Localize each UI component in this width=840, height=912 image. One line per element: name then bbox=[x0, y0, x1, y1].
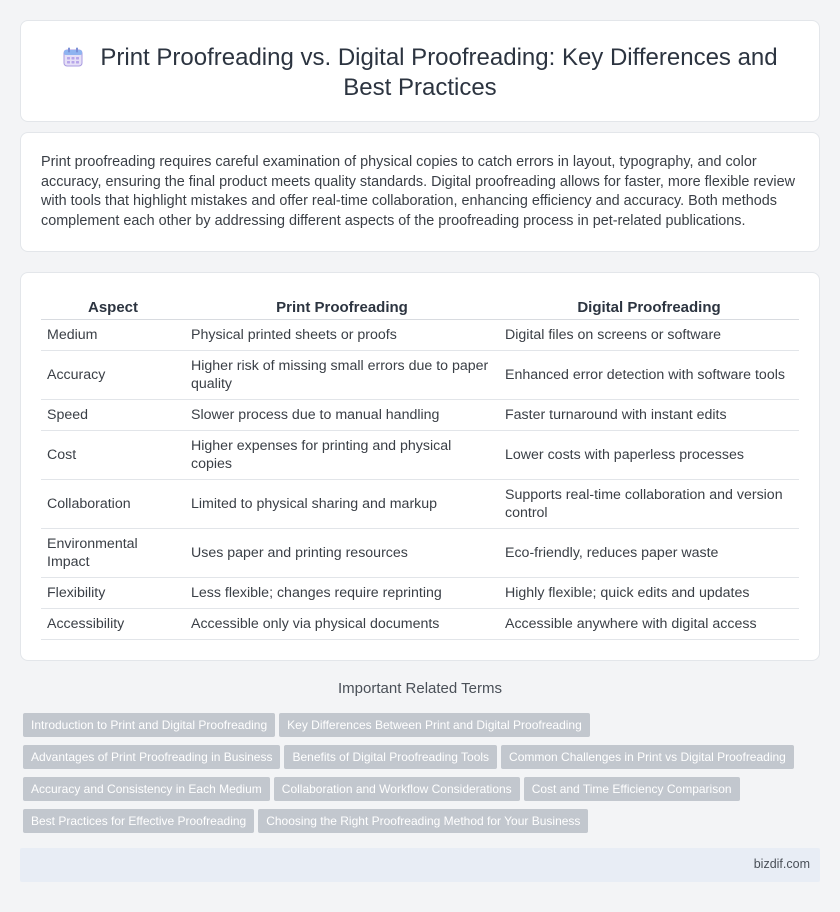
related-term-tag[interactable]: Best Practices for Effective Proofreading bbox=[23, 809, 254, 833]
cell-digital: Supports real-time collaboration and version control bbox=[499, 480, 799, 529]
intro-card bbox=[20, 132, 820, 252]
cell-digital: Accessible anywhere with digital access bbox=[499, 609, 799, 640]
footer-site-link[interactable]: bizdif.com bbox=[753, 857, 810, 871]
related-terms-list bbox=[23, 713, 823, 841]
table-row bbox=[41, 529, 799, 578]
cell-print: Physical printed sheets or proofs bbox=[185, 320, 499, 351]
table-row bbox=[41, 351, 799, 400]
cell-print: Higher risk of missing small errors due to paper quality bbox=[185, 351, 499, 400]
related-term-tag[interactable]: Common Challenges in Print vs Digital Proofreading bbox=[501, 745, 794, 769]
related-term-tag[interactable]: Collaboration and Workflow Considerations bbox=[274, 777, 520, 801]
related-term-tag[interactable]: Accuracy and Consistency in Each Medium bbox=[23, 777, 270, 801]
cell-aspect: Environmental Impact bbox=[41, 529, 185, 578]
related-term-tag[interactable]: Benefits of Digital Proofreading Tools bbox=[284, 745, 497, 769]
cell-aspect: Medium bbox=[41, 320, 185, 351]
table-row bbox=[41, 400, 799, 431]
cell-digital: Digital files on screens or software bbox=[499, 320, 799, 351]
related-term-tag[interactable]: Introduction to Print and Digital Proofreading bbox=[23, 713, 275, 737]
related-term-tag[interactable]: Choosing the Right Proofreading Method for Your Business bbox=[258, 809, 588, 833]
cell-print: Less flexible; changes require reprinting bbox=[185, 578, 499, 609]
cell-print: Accessible only via physical documents bbox=[185, 609, 499, 640]
cell-digital: Enhanced error detection with software tools bbox=[499, 351, 799, 400]
cell-digital: Eco-friendly, reduces paper waste bbox=[499, 529, 799, 578]
cell-aspect: Cost bbox=[41, 431, 185, 480]
comparison-table bbox=[41, 293, 799, 640]
calendar-icon bbox=[62, 46, 84, 68]
header-print: Print Proofreading bbox=[185, 293, 499, 320]
table-row bbox=[41, 431, 799, 480]
cell-print: Slower process due to manual handling bbox=[185, 400, 499, 431]
cell-aspect: Accuracy bbox=[41, 351, 185, 400]
header-aspect: Aspect bbox=[41, 293, 185, 320]
page-title bbox=[61, 43, 779, 103]
related-term-tag[interactable]: Cost and Time Efficiency Comparison bbox=[524, 777, 740, 801]
page-title-text: Print Proofreading vs. Digital Proofreading: Key Differences and Best Practices bbox=[100, 44, 778, 101]
footer bbox=[20, 848, 820, 882]
header-digital: Digital Proofreading bbox=[499, 293, 799, 320]
table-row bbox=[41, 578, 799, 609]
table-row bbox=[41, 609, 799, 640]
cell-aspect: Collaboration bbox=[41, 480, 185, 529]
related-term-tag[interactable]: Advantages of Print Proofreading in Business bbox=[23, 745, 280, 769]
cell-print: Uses paper and printing resources bbox=[185, 529, 499, 578]
cell-digital: Lower costs with paperless processes bbox=[499, 431, 799, 480]
intro-paragraph: Print proofreading requires careful examination of physical copies to catch errors in layout, typography, and color accuracy, ensuring the final product meets quality standards. Digital proofreading allows for faster, more flexible review with tools that highlight mistakes and offer real-time collaboration, enhancing efficiency and accuracy. Both methods complement each other by addressing different aspects of the proofreading process in pet-related publications. bbox=[41, 154, 796, 229]
comparison-card bbox=[20, 272, 820, 661]
cell-aspect: Accessibility bbox=[41, 609, 185, 640]
cell-digital: Highly flexible; quick edits and updates bbox=[499, 578, 799, 609]
cell-aspect: Flexibility bbox=[41, 578, 185, 609]
related-term-tag[interactable]: Key Differences Between Print and Digital Proofreading bbox=[279, 713, 590, 737]
cell-print: Limited to physical sharing and markup bbox=[185, 480, 499, 529]
table-row bbox=[41, 480, 799, 529]
header-card bbox=[20, 20, 820, 122]
cell-digital: Faster turnaround with instant edits bbox=[499, 400, 799, 431]
table-row bbox=[41, 320, 799, 351]
related-terms-title: Important Related Terms bbox=[338, 680, 502, 697]
cell-aspect: Speed bbox=[41, 400, 185, 431]
cell-print: Higher expenses for printing and physical copies bbox=[185, 431, 499, 480]
